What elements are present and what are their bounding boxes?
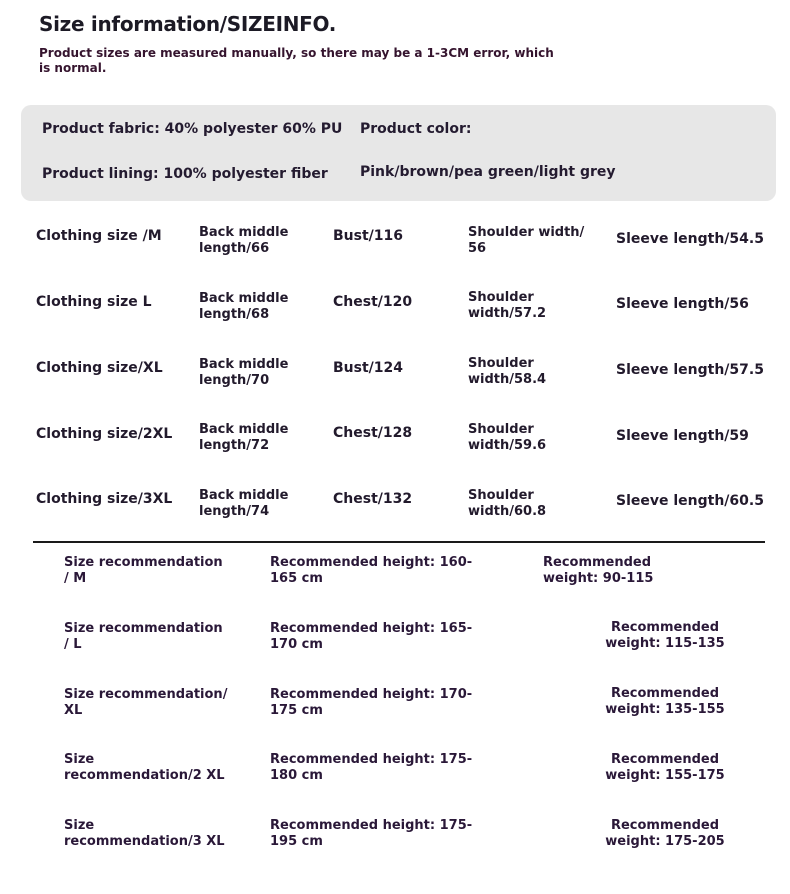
rec-weight-m: Recommended weight: 90-115 <box>543 555 654 586</box>
measurement-note: Product sizes are measured manually, so there may be a 1-3CM error, which is normal. <box>39 46 554 75</box>
back-length: Back middle length/70 <box>199 357 289 388</box>
rec-size-xl: Size recommendation/ XL <box>64 687 228 718</box>
rec-height-xl: Recommended height: 170-175 cm <box>270 687 473 718</box>
rec-height-3xl: Recommended height: 175-195 cm <box>270 818 473 849</box>
sleeve-length: Sleeve length/56 <box>616 296 749 312</box>
sleeve-length: Sleeve length/57.5 <box>616 362 764 378</box>
bust-value: Chest/132 <box>333 491 413 507</box>
size-label: Clothing size /M <box>36 228 162 244</box>
size-label: Clothing size/XL <box>36 360 163 376</box>
back-length: Back middle length/66 <box>199 225 289 256</box>
rec-size-2xl: Size recommendation/2 XL <box>64 752 225 783</box>
rec-height-m: Recommended height: 160-165 cm <box>270 555 473 586</box>
color-label: Product color: <box>360 121 472 137</box>
product-info-box <box>21 105 776 201</box>
back-length: Back middle length/68 <box>199 291 289 322</box>
size-label: Clothing size/3XL <box>36 491 173 507</box>
rec-weight-l: Recommended weight: 115-135 <box>605 620 725 651</box>
bust-value: Bust/116 <box>333 228 403 244</box>
rec-weight-3xl: Recommended weight: 175-205 <box>605 818 725 849</box>
sleeve-length: Sleeve length/60.5 <box>616 493 764 509</box>
lining-info: Product lining: 100% polyester fiber <box>42 166 328 182</box>
bust-value: Chest/128 <box>333 425 413 441</box>
sleeve-length: Sleeve length/54.5 <box>616 231 764 247</box>
bust-value: Chest/120 <box>333 294 413 310</box>
rec-height-l: Recommended height: 165-170 cm <box>270 621 473 652</box>
page-title: Size information/SIZEINFO. <box>39 12 337 36</box>
rec-size-l: Size recommendation / L <box>64 621 223 652</box>
rec-height-2xl: Recommended height: 175-180 cm <box>270 752 473 783</box>
color-value: Pink/brown/pea green/light grey <box>360 164 616 180</box>
section-divider <box>33 541 765 543</box>
shoulder-width: Shoulder width/ 56 <box>468 225 585 256</box>
size-label: Clothing size/2XL <box>36 426 173 442</box>
shoulder-width: Shoulder width/59.6 <box>468 422 547 453</box>
shoulder-width: Shoulder width/57.2 <box>468 290 547 321</box>
shoulder-width: Shoulder width/60.8 <box>468 488 547 519</box>
back-length: Back middle length/72 <box>199 422 289 453</box>
fabric-info: Product fabric: 40% polyester 60% PU <box>42 121 343 137</box>
rec-size-3xl: Size recommendation/3 XL <box>64 818 225 849</box>
back-length: Back middle length/74 <box>199 488 289 519</box>
rec-size-m: Size recommendation / M <box>64 555 223 586</box>
sleeve-length: Sleeve length/59 <box>616 428 749 444</box>
size-label: Clothing size L <box>36 294 152 310</box>
rec-weight-2xl: Recommended weight: 155-175 <box>605 752 725 783</box>
shoulder-width: Shoulder width/58.4 <box>468 356 547 387</box>
rec-weight-xl: Recommended weight: 135-155 <box>605 686 725 717</box>
bust-value: Bust/124 <box>333 360 403 376</box>
